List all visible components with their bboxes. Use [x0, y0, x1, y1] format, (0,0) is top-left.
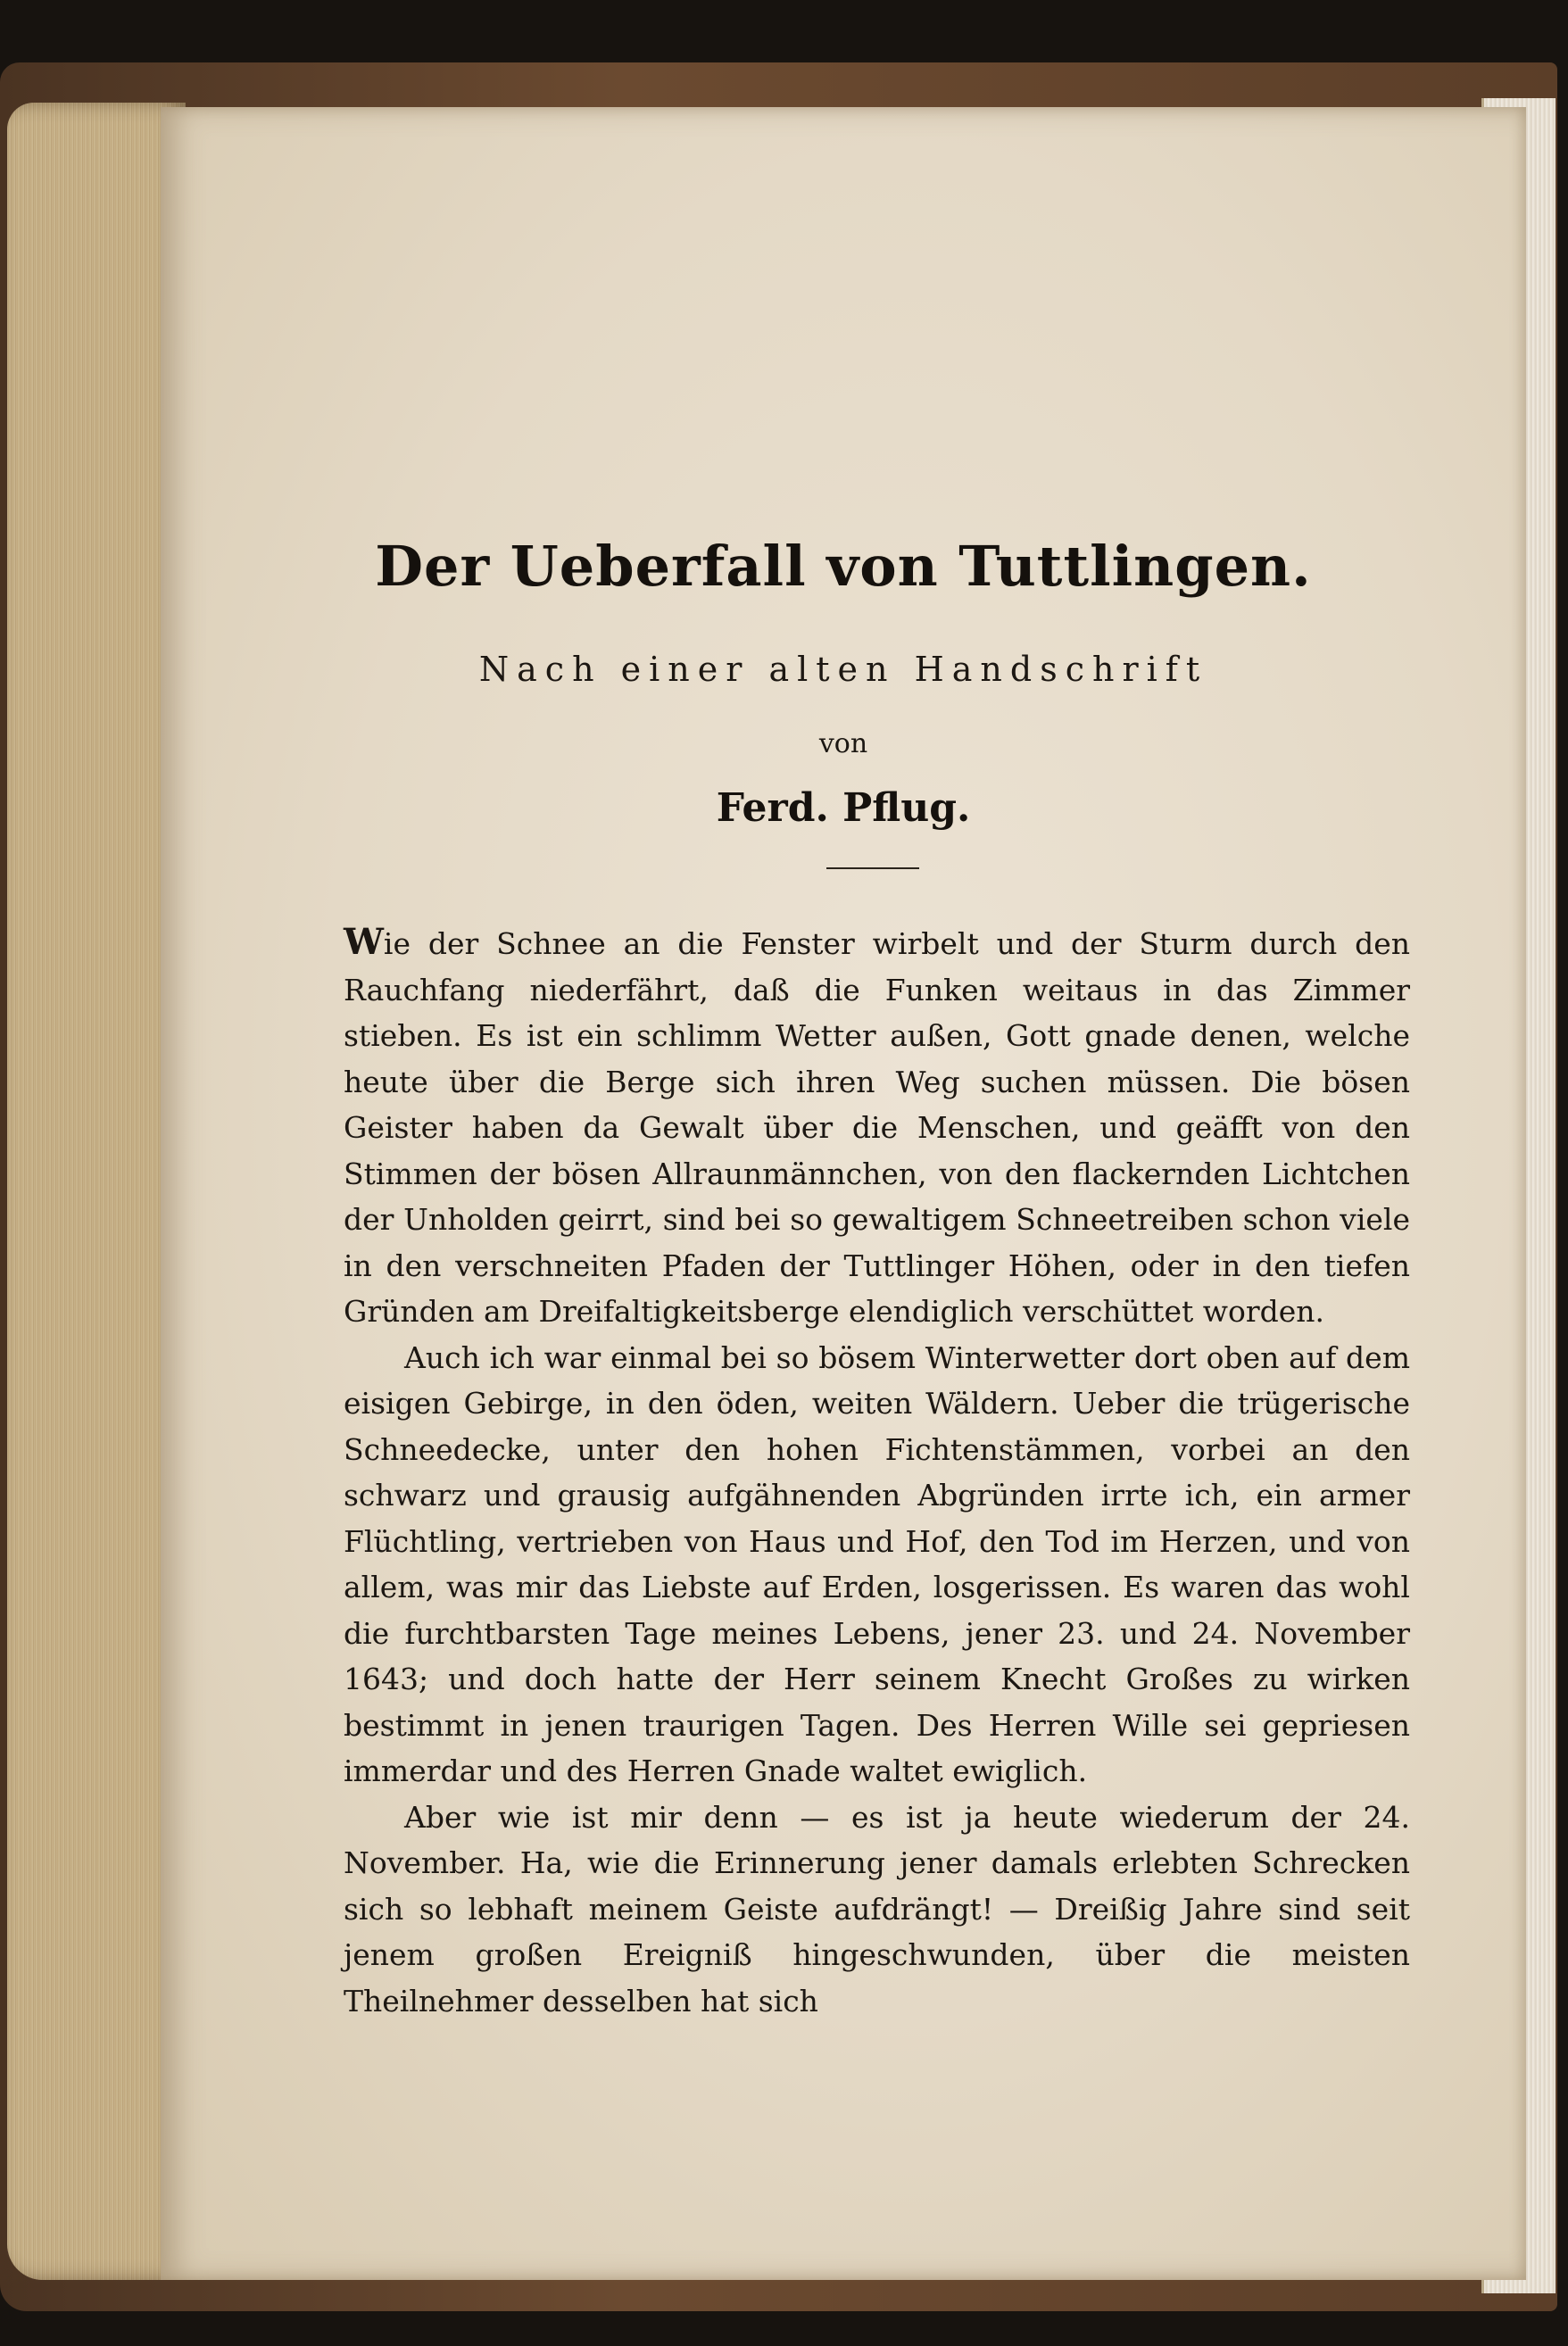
- initial-letter: W: [344, 921, 384, 963]
- body-text: [344, 919, 1410, 2024]
- author-name: Ferd. Pflug.: [716, 785, 971, 831]
- paragraph-2: Auch ich war einmal bei so bösem Winterwetter dort oben auf dem eisigen Gebirge, in den öden, weiten Wäldern. Ueber die trügerische Schneedecke, unter den hohen Fichtenstämmen, vorbei an den schwarz und grausig aufgähnenden Abgründen irrte ich, ein armer Flüchtling, vertrieben von Haus und Hof, den Tod im Herzen, und von allem, was mir das Liebste auf Erden, losgerissen. Es waren das wohl die furchtbarsten Tage meines Lebens, jener 23. und 24. November 1643; und doch hatte der Herr seinem Knecht Großes zu wirken bestimmt in jenen traurigen Tagen. Des Herren Wille sei gepriesen immerdar und des Herren Gnade waltet ewiglich.: [344, 1339, 1410, 1788]
- paragraph-1-text: ie der Schnee an die Fenster wirbelt und der Sturm durch den Rauchfang niederfährt, daß die Funken weitaus in das Zimmer stieben. Es ist ein schlimm Wetter außen, Gott gnade denen, welche heute über die Berge sich ihren Weg suchen müssen. Die bösen Geister haben da Gewalt über die Menschen, und geäfft von den Stimmen der bösen Allraunmännchen, von den flackernden Lichtchen der Unholden geirrt, sind bei so gewaltigem Schneetreiben schon viele in den verschneiten Pfaden der Tuttlinger Höhen, oder in den tiefen Gründen am Dreifaltigkeitsberge elendiglich verschüttet worden.: [344, 926, 1410, 1329]
- page-block-left-edge: [7, 103, 186, 2280]
- paragraph-3: Aber wie ist mir denn — es ist ja heute wiederum der 24. November. Ha, wie die Erinnerung jener damals erlebten Schrecken sich so lebhaft meinem Geiste aufdrängt! — Dreißig Jahre sind seit jenem großen Ereigniß hingeschwunden, über die meisten Theilnehmer desselben hat sich: [344, 1799, 1410, 2019]
- author-preposition: von: [818, 728, 868, 759]
- title-divider: [826, 867, 919, 869]
- chapter-subtitle: Nach einer alten Handschrift: [478, 650, 1208, 689]
- paragraph-1: [344, 919, 1410, 1335]
- chapter-title: Der Ueberfall von Tuttlingen.: [375, 534, 1312, 599]
